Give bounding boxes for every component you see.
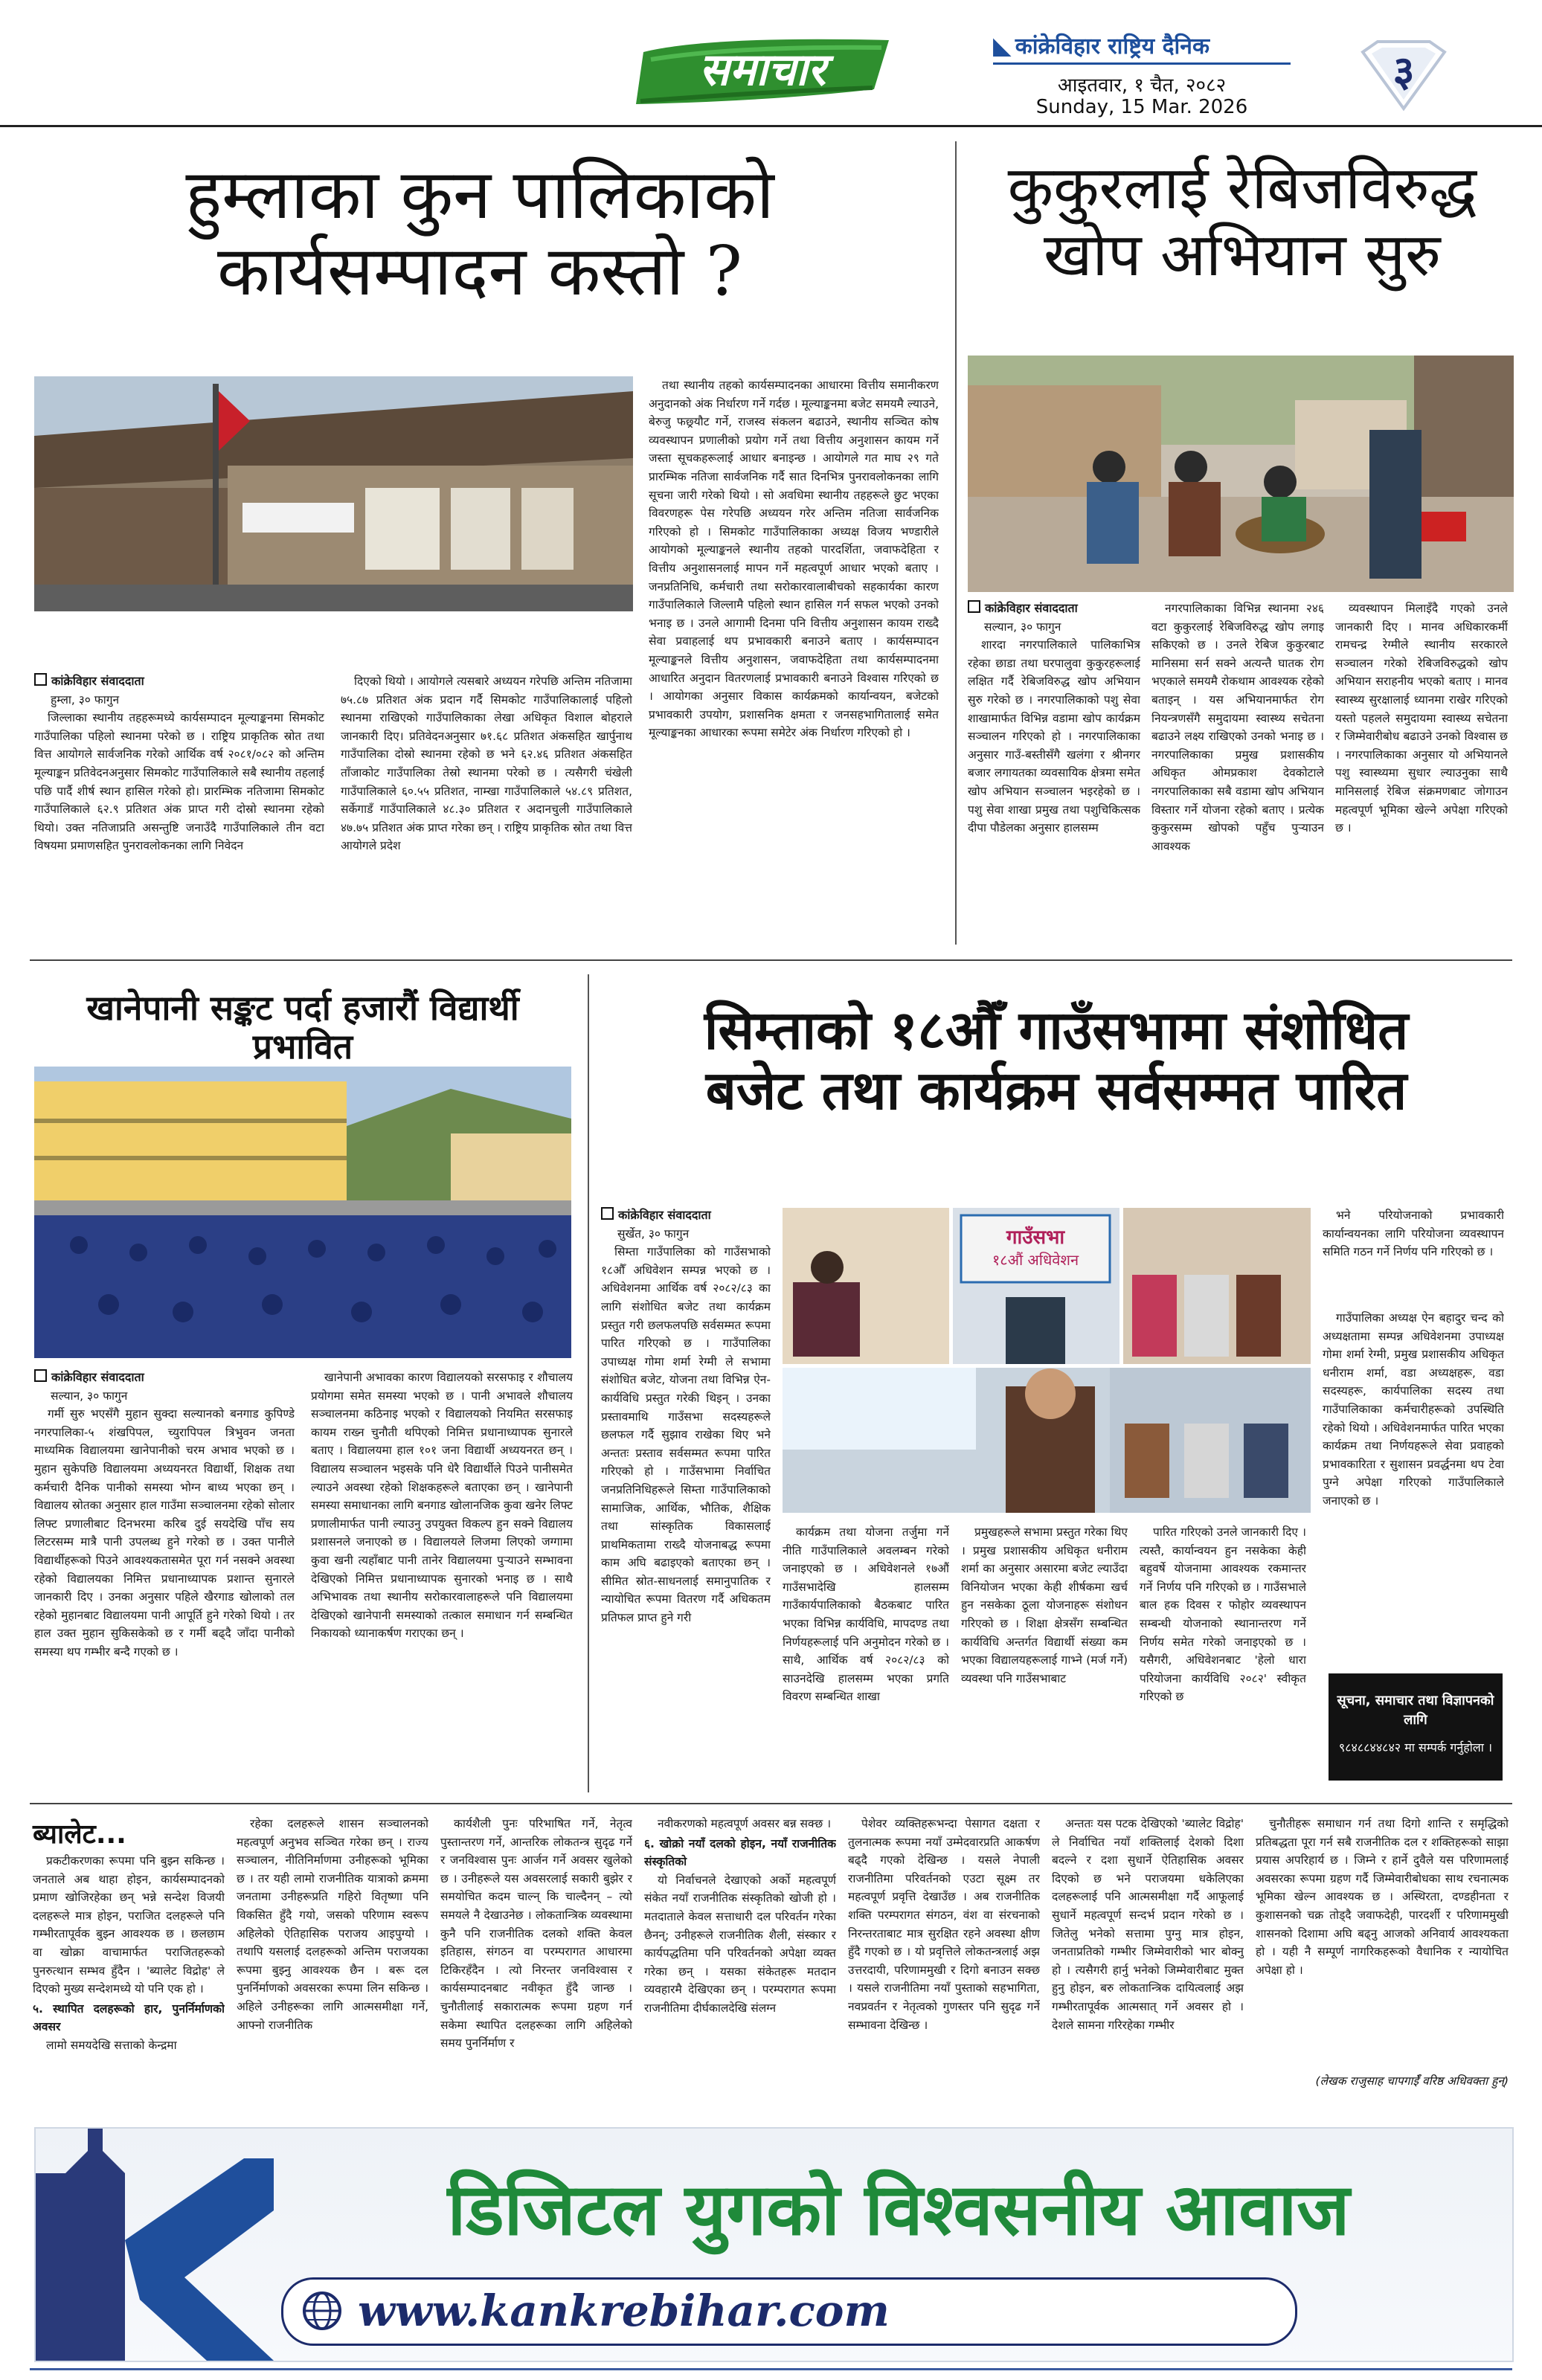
story4-column-1: कांक्रेविहार संवाददाता सुर्खेत, ३० फागुन सिम्ता गाउँपालिका को गाउँसभाको १८औँ अधिवेशन सम्पन्न भएको छ । अधिवेशनमा आर्थिक वर्ष २०८२/८३ का लागि संशोधित बजेट तथा कार्यक्रम प्रस्तुत गरी छलफलपछि सर्वसम्मत रूपमा पारित गरिएको छ । गाउँपालिका उपाध्यक्ष गोमा शर्मा रेग्मी ले सभामा संशोधित बजेट, योजना तथा विभिन्न ऐन-कार्यविधि प्रस्तुत गरेकी थिइन् । उनका प्रस्तावमाथि गाउँसभा सदस्यहरूले छलफल गर्दै सुझाव राखेका थिए भने अन्ततः प्रस्ताव सर्वसम्मत रूपमा पारित गरिएको हो । गाउँसभामा निर्वाचित जनप्रतिनिधिहरूले सिम्ता गाउँपालिकाको सामाजिक, आर्थिक, भौतिक, शैक्षिक तथा सांस्कृतिक विकासलाई प्राथमिकतामा राख्दै योजनाबद्ध रूपमा काम अघि बढाइएको बताएका छन् । सीमित स्रोत-साधनलाई समानुपातिक र न्यायोचित रूपमा वितरण गर्दै अधिकतम प्रतिफल प्राप्त हुने गरी [601, 1208, 771, 1625]
section-divider-1 [30, 959, 1512, 961]
story2-photo [968, 356, 1514, 592]
story1-headline: हुम्लाका कुन पालिकाको कार्यसम्पादन कस्तो ? [185, 155, 774, 312]
masthead-rule [0, 125, 1542, 127]
section-divider-2 [30, 1803, 1512, 1804]
story2-column-2: नगरपालिकाका विभिन्न स्थानमा २४६ वटा कुकुरलाई रेबिजविरुद्ध खोप लगाइ सकिएको छ । उनले रेबिज कुकुरबाट मानिसमा सर्न सक्ने अत्यन्तै घातक रोग भएकाले समयमै रोकथाम आवश्यक रहेको बताइन् । यस अभियानमार्फत रोग नियन्त्रणसँगै समुदायमा स्वास्थ्य सचेतना बढाउने लक्ष्य राखिएको उनको भनाइ छ । नगरपालिकाका प्रमुख प्रशासकीय अधिकृत ओमप्रकाश देवकोटाले नगरपालिकाका सबै वडामा खोप अभियान विस्तार गर्ने योजना रहेको बताए । प्रत्येक कुकुरसम्म खोपको पहुँच पुऱ्याउन आवश्यक [1151, 602, 1324, 853]
story5-column-1: प्रकटीकरणका रूपमा पनि बुझ्न सकिन्छ । जनताले अब थाहा होइन, कार्यसम्पादनको प्रमाण खोजिरहेका छन् भन्ने सन्देश विजयी दलहरूले मात्र होइन, पराजित दलहरूले पनि गम्भीरतापूर्वक बुझ्न आवश्यक छ । छलछाम वा खोक्रा वाचामार्फत पराजितहरूको पुनरुत्थान सम्भव हुँदैन । 'ब्यालेट विद्रोह' ले दिएको मुख्य सन्देशमध्ये यो पनि एक हो । ५. स्थापित दलहरूको हार, पुनर्निर्माणको अवसर लामो समयदेखि सत्ताको केन्द्रमा [33, 1854, 225, 2052]
page-number-badge: ३ [1355, 37, 1452, 115]
ad-url-text[interactable]: www.kankrebihar.com [358, 2286, 890, 2336]
story4-column-4: पारित गरिएको उनले जानकारी दिए । त्यस्तै, कार्यान्वयन हुन नसकेका केही बहुवर्षे योजनामा आवश्यक रकमान्तर गर्ने निर्णय पनि गरिएको छ । गाउँसभाले बाल हक दिवस र फोहोर व्यवस्थापन सम्बन्धी योजनाको स्थानान्तरण गर्ने निर्णय समेत गरेको जनाइएको छ । यसैगरी, अधिवेशनबाट 'हेलो धारा परियोजना कार्यविधि २०८२' स्वीकृत गरिएको छ [1140, 1525, 1306, 1704]
story3-dateline: सल्यान, ३० फागुन [51, 1389, 128, 1403]
story4-photo-banner-2: १८औं अधिवेशन [992, 1251, 1079, 1269]
story2-column-3: व्यवस्थापन मिलाइँदै गएको उनले जानकारी दिए । मानव अधिकारकर्मी रामचन्द्र रेग्मीले स्थानीय सरकारले सञ्चालन गरेको रेबिजविरुद्धको खोप अभियान सराहनीय भएको बताए । मानव स्वास्थ्य सुरक्षालाई ध्यानमा राखेर गरिएको यस्तो पहलले समुदायमा स्वास्थ्य सचेतना र जिम्मेवारीबोध बढाउने उनको विश्वास छ । नगरपालिकाका अनुसार यो अभियानले पशु स्वास्थ्यमा सुधार ल्याउनुका साथै मानिसलाई रेबिज संक्रमणबाट जोगाउन महत्वपूर्ण भूमिका खेल्ने अपेक्षा गरिएको छ । [1335, 602, 1508, 835]
story3-headline: खानेपानी सङ्कट पर्दा हजारौं विद्यार्थी प्रभावित [86, 988, 519, 1067]
paper-logo-icon: ◣ [993, 31, 1012, 60]
story4-column-5a: भने परियोजनाको प्रभावकारी कार्यान्वयनका लागि परियोजना व्यवस्थापन समिति गठन गर्ने निर्णय पनि गरिएको छ । [1323, 1209, 1504, 1259]
story5-column-7: चुनौतीहरू समाधान गर्न तथा दिगो शान्ति र समृद्धिको प्रतिबद्धता पूरा गर्न सबै राजनीतिक दल र शक्तिहरूको साझा प्रयास अपरिहार्य छ । जिम्ने र हार्ने दुवैले यस परिणामलाई अवसरका रूपमा ग्रहण गर्दै जिम्मेवारीबोधका साथ रचनात्मक भूमिका खेल्न आवश्यक छ । अस्थिरता, दण्डहीनता र कुशासनको चक्र तोड्दै जवाफदेही, पारदर्शी र परिणाममुखी शासनको दिशामा अघि बढ्नु आजको अनिवार्य आवश्यकता हो । यही नै सम्पूर्ण नागरिकहरूको वैधानिक र न्यायोचित अपेक्षा हो । [1256, 1817, 1509, 1977]
story4-dateline: सुर्खेत, ३० फागुन [617, 1226, 690, 1241]
notice-box [1329, 1673, 1503, 1781]
story2-column-1: कांक्रेविहार संवाददाता सल्यान, ३० फागुन शारदा नगरपालिकाले पालिकाभित्र रहेका छाडा तथा घरपालुवा कुकुरहरूलाई लक्षित गर्दै रेबिजविरुद्ध खोप अभियान सुरु गरेको छ । नगरपालिकाको पशु सेवा शाखामार्फत विभिन्न वडामा खोप कार्यक्रम सञ्चालन गरिएको हो । नगरपालिकाका अनुसार गाउँ-बस्तीसँगै खलंगा र श्रीनगर बजार लगायतका व्यवसायिक क्षेत्रमा समेत खोप अभियान सञ्चालन भइरहेको छ । पशु सेवा शाखा प्रमुख तथा पशुचिकित्सक दीपा पौडेलका अनुसार हालसम्म [968, 601, 1140, 835]
story4-byline: कांक्रेविहार संवाददाता [601, 1206, 771, 1225]
samachar-logo-text: समाचार [698, 44, 826, 96]
date-english: Sunday, 15 Mar. 2026 [1035, 96, 1248, 118]
story4-headline: सिम्ताको १८औँ गाउँसभामा संशोधित बजेट तथा कार्यक्रम सर्वसम्मत पारित [704, 998, 1409, 1122]
story4-column-5b: गाउँपालिका अध्यक्ष ऐन बहादुर चन्द को अध्यक्षतामा सम्पन्न अधिवेशनमा उपाध्यक्ष गोमा शर्मा रेग्मी, प्रमुख प्रशासकीय अधिकृत धनीराम शर्मा, वडा अध्यक्षहरू, वडा सदस्यहरू, कार्यपालिका सदस्य तथा गाउँपालिकाका कर्मचारीहरूको उपस्थिति रहेको थियो । अधिवेशनमार्फत पारित भएका कार्यक्रम तथा निर्णयहरूले सेवा प्रवाहको प्रभावकारिता र सुशासन प्रवर्द्धनमा थप टेवा पुग्ने अपेक्षा गरिएको गाउँपालिकाले जनाएको छ । [1323, 1311, 1504, 1508]
date-nepali: आइतवार, १ चैत, २०८२ [1057, 74, 1227, 97]
story5-column-4: नवीकरणको महत्वपूर्ण अवसर बन्न सक्छ । ६. खोक्रो नयाँ दलको होइन, नयाँ राजनीतिक संस्कृतिको यो निर्वाचनले देखाएको अर्को महत्वपूर्ण संकेत नयाँ राजनीतिक संस्कृतिको खोजी हो । मतदाताले केवल सत्ताधारी दल परिवर्तन गरेका छैनन्; उनीहरूले राजनीतिक शैली, संस्कार र कार्यपद्धतिमा पनि परिवर्तनको अपेक्षा व्यक्त गरेका छन् । यसका संकेतहरू मतदान व्यवहारमै देखिएका छन् । परम्परागत रूपमा राजनीतिमा दीर्घकालदेखि संलग्न [644, 1817, 836, 2015]
story4-photo-banner: गाउँसभा [1006, 1226, 1065, 1249]
story3-column-1: कांक्रेविहार संवाददाता सल्यान, ३० फागुन गर्मी सुरु भएसँगै मुहान सुक्दा सल्यानको बनगाड कुपिण्डे नगरपालिका-५ शंखपिपल, च्युरापिपल त्रिभुवन जनता माध्यमिक विद्यालयमा खानेपानीको चरम अभाव भएको छ । मुहान सुकेपछि विद्यालयमा अध्ययनरत विद्यार्थी, शिक्षक तथा कर्मचारी दैनिक पानीको समस्या भोग्न बाध्य भएका छन् । विद्यालय स्रोतका अनुसार हाल गाउँमा सञ्चालनमा रहेको सोलार लिफ्ट प्रणालीबाट दिनभरमा करिब दुई सयदेखि पाँच सय लिटरसम्म मात्रै पानी उपलब्ध हुने गरेको छ । उक्त पानीले विद्यार्थीहरूको पिउने आवश्यकतासमेत पूरा गर्न नसक्ने अवस्था रहेको विद्यालयका निमित्त प्रधानाध्यापक प्रशान्त सुनारले जानकारी दिए । उनका अनुसार पहिले खैरगाड खोलाको तल रहेको मुहानबाट विद्यालयमा पानी आपूर्ति हुने गरेको थियो । तर हाल उक्त मुहान सुकिसकेको छ र गर्मी बढ्दै जाँदा पानीको समस्या थप गम्भीर बन्दै गएको छ । [34, 1370, 295, 1659]
story5-column-6: अन्ततः यस पटक देखिएको 'ब्यालेट विद्रोह' ले निर्वाचित नयाँ शक्तिलाई देशको दिशा बदल्ने र दशा सुधार्ने ऐतिहासिक अवसर दिएको छ भने पराजयमा धकेलिएका दलहरूलाई पनि आत्मसमीक्षा गर्दै आफूलाई सुधार्ने महत्वपूर्ण सन्दर्भ प्रदान गरेको छ । जितेलु भनेको सत्तामा पुग्नु मात्र होइन, जनताप्रतिको गम्भीर जिम्मेवारीको भार बोक्नु हो । त्यसैगरी हार्नु भनेको जिम्मेवारीबाट मुक्त हुनु होइन, बरु लोकतान्त्रिक दायित्वलाई अझ गम्भीरतापूर्वक आत्मसात् गर्ने अवसर हो । देशले सामना गरिरहेका गम्भीर [1052, 1817, 1244, 2032]
story3-column-2: खानेपानी अभावका कारण विद्यालयको सरसफाइ र शौचालय प्रयोगमा समेत समस्या भएको छ । पानी अभावले शौचालय सञ्चालनमा कठिनाइ भएको र विद्यालयको नियमित सरसफाइ कायम राख्न चुनौती थपिएको निमित्त प्रधानाध्यापक सुनारले बताए । विद्यालयमा हाल १०१ जना विद्यार्थी अध्ययनरत छन् । विद्यालय सञ्चालन भइसके पनि धेरै विद्यार्थीले पिउने पानीसमेत ल्याउने अवस्था रहेको शिक्षकहरूले बताएका छन् । खानेपानी समस्या समाधानका लागि बनगाड खोलानजिक कुवा खनेर लिफ्ट प्रणालीमार्फत पानी ल्याउनु उपयुक्त विकल्प हुन सक्ने विद्यालय प्रशासनले जनाएको छ । विद्यालयले लिजमा लिएको जग्गामा कुवा खनी त्यहाँबाट पानी तानेर विद्यालयमा पुऱ्याउने सम्भावना देखिएको निमित्त प्रधानाध्यापक सुनारको भनाइ छ । साथै अभिभावक तथा स्थानीय सरोकारवालाहरूले पनि विद्यालयमा देखिएको खानेपानी समस्याको तत्काल समाधान गर्न सम्बन्धित निकायको ध्यानाकर्षण गराएका छन् । [311, 1371, 573, 1641]
story5-subhead-1: ५. स्थापित दलहरूको हार, पुनर्निर्माणको अवसर [33, 2001, 225, 2034]
masthead [0, 0, 1542, 126]
column-divider [955, 141, 957, 945]
story1-dateline: हुम्ला, ३० फागुन [51, 692, 120, 707]
samachar-logo [621, 30, 904, 110]
notice-line-2: ९८४८८४४८४२ मा सम्पर्क गर्नुहोला । [1338, 1740, 1493, 1755]
story1-column-2: दिएको थियो । आयोगले त्यसबारे अध्ययन गरेपछि अन्तिम नतिजामा ७५.८७ प्रतिशत अंक प्रदान गर्दै सिमकोट गाउँपालिकालाई पहिलो स्थानमा राखिएको गाउँपालिकाका लेखा अधिकृत विशाल बोहराले जानकारी दिए। प्रतिवेदनअनुसार ७१.६८ प्रतिशत अंकसहित खार्पुनाथ गाउँपालिका दोस्रो स्थानमा रहेको छ भने ६२.४६ प्रतिशत अंकसहित ताँजाकोट गाउँपालिका तेस्रो स्थानमा परेको छ । त्यसैगरी चंखेली गाउँपालिकाले ६०.५५ प्रतिशत, नाम्खा गाउँपालिकाले ५४.८९ प्रतिशत, सर्केगाडँ गाउँपालिकाले ४८.३० प्रतिशत र अदानचुली गाउँपालिकाले ४७.७५ प्रतिशत अंक प्राप्त गरेका छन् । राष्ट्रिय प्राकृतिक स्रोत तथा वित्त आयोगले प्रदेश [341, 675, 632, 853]
column-divider-2 [588, 974, 589, 1792]
story5-subhead-2: ६. खोक्रो नयाँ दलको होइन, नयाँ राजनीतिक संस्कृतिको [644, 1836, 836, 1869]
story3-byline: कांक्रेविहार संवाददाता [34, 1368, 295, 1387]
globe-icon [301, 2290, 343, 2332]
bottom-rule [30, 2368, 1512, 2370]
story1-column-3: तथा स्थानीय तहको कार्यसम्पादनका आधारमा वित्तीय समानीकरण अनुदानको अंक निर्धारण गर्ने गर्दछ । मूल्याङ्कनमा बजेट समयमै ल्याउने, बेरुजु फछ्र्यौट गर्ने, राजस्व संकलन बढाउने, स्थानीय सञ्चित कोष व्यवस्थापन प्रणालीको प्रयोग गर्ने तथा वित्तीय अनुशासन कायम गर्ने जस्ता सूचकहरूलाई आधार बनाइन्छ । आयोगले गत माघ २९ गते प्रारम्भिक नतिजा सार्वजनिक गर्दै सात दिनभित्र पुनरावलोकनका लागि सूचना जारी गरेको थियो । सो अवधिमा स्थानीय तहहरूले छुट भएका विवरणहरू पेस गरेपछि अध्ययन गरेर अन्तिम नतिजा सार्वजनिक गरिएको हो । सिमकोट गाउँपालिकाका अध्यक्ष विजय भण्डारीले आयोगको मूल्याङ्कनले स्थानीय तहको पारदर्शिता, जवाफदेहिता र वित्तीय अनुशासनलाई मापन गर्ने महत्वपूर्ण आधार भएको बताए । जनप्रतिनिधि, कर्मचारी तथा सरोकारवालाबीचको सहकार्यका कारण गाउँपालिकाले जिल्लामै पहिलो स्थान हासिल गर्न सफल भएको उनको भनाइ छ । उनले आगामी दिनमा पनि वित्तीय अनुशासन कायम राख्दै सेवा प्रवाहलाई थप प्रभावकारी बनाउने बताए । कार्यसम्पादन मूल्याङ्कनले वित्तीय अनुशासन, जवाफदेहिता तथा कार्यसम्पादनमा आधारित अनुदान वितरणलाई प्रभावकारी बनाउने विश्वास गरिएको छ । आयोगका अनुसार विकास कार्यक्रमको कार्यान्वयन, बजेटको प्रभावकारी उपयोग, प्रशासनिक क्षमता र जनसहभागितालाई समेत मूल्याङ्कनका आधारका रूपमा समेटेर अंक निर्धारण गरिएको हो । [649, 379, 939, 740]
story3-photo [34, 1067, 571, 1358]
story1-photo [34, 376, 633, 611]
story2-byline: कांक्रेविहार संवाददाता [968, 599, 1140, 618]
ad-url-bar[interactable] [281, 2277, 1297, 2346]
paper-name: ◣ कांक्रेविहार राष्ट्रिय दैनिक [993, 30, 1291, 65]
story2-headline: कुकुरलाई रेबिजविरुद्ध खोप अभियान सुरु [1007, 153, 1477, 289]
ad-logo-emblem [36, 2129, 274, 2361]
notice-line-1: सूचना, समाचार तथा विज्ञापनको लागि [1337, 1693, 1494, 1728]
story1-column-1: कांक्रेविहार संवाददाता हुम्ला, ३० फागुन जिल्लाका स्थानीय तहहरूमध्ये कार्यसम्पादन मूल्याङ्कनमा सिमकोट गाउँपालिका पहिलो स्थानमा परेको छ । राष्ट्रिय प्राकृतिक स्रोत तथा वित्त आयोगले सार्वजनिक गरेको आर्थिक वर्ष २०८१/०८२ को अन्तिम मूल्याङ्कन प्रतिवेदनअनुसार सिमकोट गाउँपालिकाले सबै स्थानीय तहलाई पछि पार्दै शीर्ष स्थान हासिल गरेको हो। प्रारम्भिक नतिजामा सिमकोट गाउँपालिकाले ६२.९ प्रतिशत अंक प्राप्त गरी दोस्रो स्थानमा रहेको थियो। उक्त नतिजाप्रति असन्तुष्टि जनाउँदै गाउँपालिकाले तीन वटा विषयमा प्रमाणसहित पुनरावलोकनका लागि निवेदन [34, 674, 324, 853]
story4-column-2: कार्यक्रम तथा योजना तर्जुमा गर्ने नीति गाउँपालिकाले अवलम्बन गरेको जनाइएको छ । अधिवेशनले १७औं गाउँसभादेखि हालसम्म गाउँकार्यपालिकाको बैठकबाट पारित भएका विभिन्न कार्यविधि, मापदण्ड तथा निर्णयहरूलाई पनि अनुमोदन गरेको छ । साथै, आर्थिक वर्ष २०८२/८३ को साउनदेखि हालसम्म भएका प्रगति विवरण सम्बन्धित शाखा [783, 1525, 949, 1704]
story5-column-3: कार्यशैली पुनः परिभाषित गर्ने, नेतृत्व पुस्तान्तरण गर्ने, आन्तरिक लोकतन्त्र सुदृढ गर्ने र जनविश्वास पुनः आर्जन गर्ने अवसर खुलेको छ । उनीहरूले यस अवसरलाई सकारी बुझेर र समयोचित कदम चाल्न् कि चाल्दैनन् – त्यो समयले नै देखाउनेछ । लोकतान्त्रिक व्यवस्थामा कुनै पनि राजनीतिक दलको शक्ति केवल इतिहास, संगठन वा परम्परागत आधारमा टिकिरहँदैन । त्यो निरन्तर जनविश्वास र कार्यसम्पादनबाट नवीकृत हुँदै जान्छ । चुनौतीलाई सकारात्मक रूपमा ग्रहण गर्न सकेमा स्थापित दलहरूका लागि अहिलेको समय पुनर्निर्माण र [440, 1817, 632, 2051]
story4-photo-collage [783, 1208, 1311, 1513]
ad-slogan: डिजिटल युगको विश्वसनीय आवाज [447, 2168, 1350, 2251]
story5-column-5: पेशेवर व्यक्तिहरूभन्दा पेसागत दक्षता र तुलनात्मक रूपमा नयाँ उम्मेदवारप्रति आकर्षण बढ्दै गएको देखिन्छ । यसले नेपाली राजनीतिमा परिवर्तनको एउटा सूक्ष्म तर महत्वपूर्ण प्रवृत्ति देखाउँछ । अब राजनीतिक शक्ति परम्परागत संगठन, वंश वा संरचनाको निरन्तरताबाट मात्र सुरक्षित रहने अवस्था क्षीण हुँदै गएको छ । यो प्रवृत्तिले लोकतन्त्रलाई अझ उत्तरदायी, परिणाममुखी र दिगो बनाउन सक्छ । यसले राजनीतिमा नयाँ पुस्ताको सहभागिता, नवप्रवर्तन र नेतृत्वको गुणस्तर पनि सुदृढ गर्ने सम्भावना देखिन्छ । [848, 1817, 1040, 2032]
story5-headline: ब्यालेट... [33, 1819, 126, 1850]
footer-ad-banner [34, 2127, 1514, 2362]
story5-author-note: (लेखक राजुसाह चापगाईँ वरिष्ठ अधिवक्ता हुन्) [1315, 2074, 1509, 2088]
story2-dateline: सल्यान, ३० फागुन [984, 620, 1061, 634]
story4-column-3: प्रमुखहरूले सभामा प्रस्तुत गरेका थिए । प्रमुख प्रशासकीय अधिकृत धनीराम शर्मा का अनुसार असारमा बजेट ल्याउँदा विनियोजन भएका केही शीर्षकमा खर्च हुन नसकेका ठूला योजनाहरू संशोधन गरिएको छ । शिक्षा क्षेत्रसँग सम्बन्धित कार्यविधि अन्तर्गत विद्यार्थी संख्या कम भएका विद्यालयहरूलाई गाभ्ने (मर्ज गर्ने) व्यवस्था पनि गाउँसभाबाट [961, 1525, 1128, 1685]
story5-column-2: रहेका दलहरूले शासन सञ्चालनको महत्वपूर्ण अनुभव सञ्चित गरेका छन् । राज्य सञ्चालन, नीतिनिर्माणमा उनीहरूको भूमिका छ । तर यही लामो राजनीतिक यात्राको क्रममा जनतामा उनीहरूप्रति गहिरो वितृष्णा पनि विकसित हुँदै गयो, जसको परिणाम स्वरूप अहिलेको ऐतिहासिक पराजय आइपुग्यो । तथापि यसलाई दलहरूको अन्तिम पराजयका रूपमा बुझ्नु आवश्यक छैन । बरू दल पुनर्निर्माणको अवसरका रूपमा लिन सकिन्छ । अहिले उनीहरूका लागि आत्मसमीक्षा गर्ने, आफ्नो राजनीतिक [237, 1817, 428, 2032]
story1-byline: कांक्रेविहार संवाददाता [34, 672, 324, 691]
